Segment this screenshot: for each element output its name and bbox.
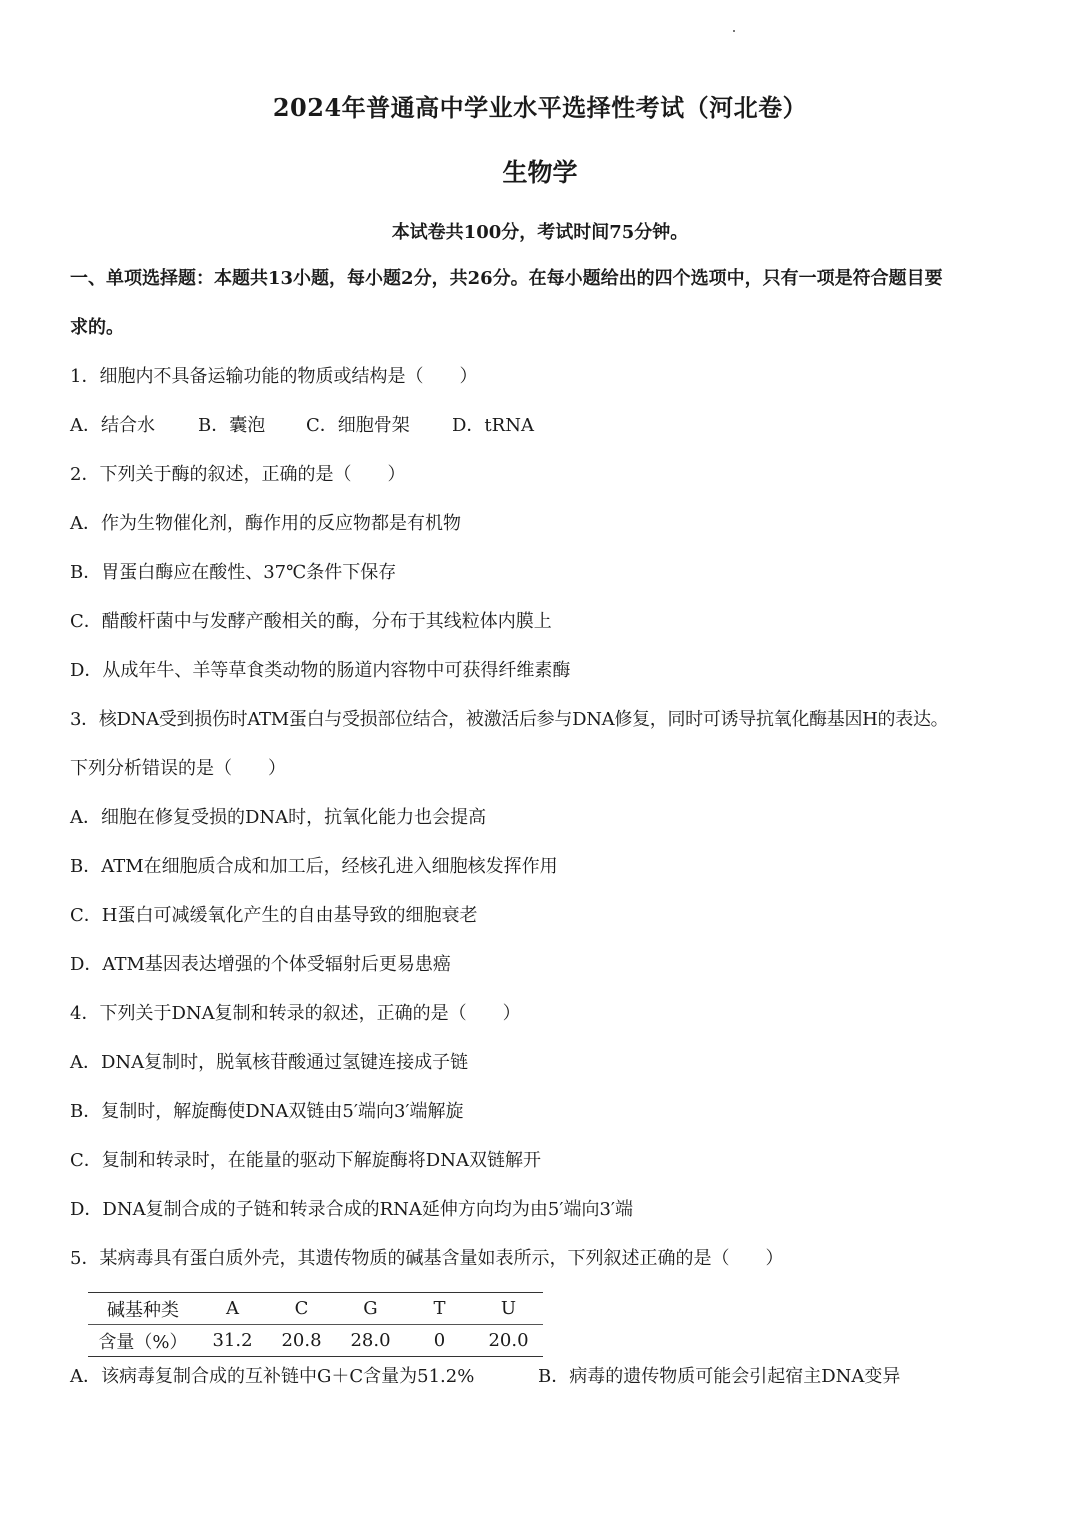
q5-option-b: B．病毒的遗传物质可能会引起宿主DNA变异 xyxy=(538,1366,901,1387)
q3-option-a: A．细胞在修复受损的DNA时，抗氧化能力也会提高 xyxy=(70,807,487,828)
base-content-table xyxy=(88,1292,543,1357)
q5-stem: 5．某病毒具有蛋白质外壳，其遗传物质的碱基含量如表所示，下列叙述正确的是（ ） xyxy=(70,1248,784,1269)
section-heading-line1: 一、单项选择题：本题共13小题，每小题2分，共26分。在每小题给出的四个选项中，只有一项是符合题目要 xyxy=(70,268,943,289)
q5-option-a: A．该病毒复制合成的互补链中G＋C含量为51.2% xyxy=(70,1366,475,1387)
table-cell: 含量（%） xyxy=(88,1325,198,1357)
table-cell: 20.8 xyxy=(267,1325,336,1357)
section-heading-line2: 求的。 xyxy=(70,317,124,338)
table-header-cell: C xyxy=(267,1293,336,1325)
table-cell: 28.0 xyxy=(336,1325,405,1357)
table-cell: 31.2 xyxy=(198,1325,267,1357)
q1-option-b: B．囊泡 xyxy=(198,415,266,436)
q4-option-a: A．DNA复制时，脱氧核苷酸通过氢键连接成子链 xyxy=(70,1052,469,1073)
q4-option-c: C．复制和转录时，在能量的驱动下解旋酶将DNA双链解开 xyxy=(70,1150,541,1171)
q3-stem-line2: 下列分析错误的是（ ） xyxy=(70,758,286,779)
exam-info: 本试卷共100分，考试时间75分钟。 xyxy=(391,222,689,243)
q3-option-d: D．ATM基因表达增强的个体受辐射后更易患癌 xyxy=(70,954,451,975)
table-header-cell: T xyxy=(405,1293,474,1325)
q3-stem-line1: 3．核DNA受到损伤时ATM蛋白与受损部位结合，被激活后参与DNA修复，同时可诱导抗氧化酶基因H的表达。 xyxy=(70,709,949,730)
subject-title: 生物学 xyxy=(502,158,578,187)
q5-options xyxy=(70,1365,900,1389)
table-row xyxy=(88,1325,543,1357)
table-header-row xyxy=(88,1293,543,1325)
q1-option-d: D．tRNA xyxy=(452,415,534,436)
table-header-cell: G xyxy=(336,1293,405,1325)
q4-option-d: D．DNA复制合成的子链和转录合成的RNA延伸方向均为由5′端向3′端 xyxy=(70,1199,633,1220)
table-header-cell: U xyxy=(474,1293,543,1325)
q2-option-c: C．醋酸杆菌中与发酵产酸相关的酶，分布于其线粒体内膜上 xyxy=(70,611,552,632)
q1-stem: 1．细胞内不具备运输功能的物质或结构是（ ） xyxy=(70,366,478,387)
q1-option-a: A．结合水 xyxy=(70,415,155,436)
q2-stem: 2．下列关于酶的叙述，正确的是（ ） xyxy=(70,464,406,485)
q2-option-b: B．胃蛋白酶应在酸性、37℃条件下保存 xyxy=(70,562,397,583)
q3-option-c: C．H蛋白可减缓氧化产生的自由基导致的细胞衰老 xyxy=(70,905,478,926)
q3-option-b: B．ATM在细胞质合成和加工后，经核孔进入细胞核发挥作用 xyxy=(70,856,558,877)
scan-speck xyxy=(733,30,735,32)
table-cell: 20.0 xyxy=(474,1325,543,1357)
q4-stem: 4．下列关于DNA复制和转录的叙述，正确的是（ ） xyxy=(70,1003,521,1024)
exam-title: 2024年普通高中学业水平选择性考试（河北卷） xyxy=(272,93,808,122)
q2-option-d: D．从成年牛、羊等草食类动物的肠道内容物中可获得纤维素酶 xyxy=(70,660,571,681)
q2-option-a: A．作为生物催化剂，酶作用的反应物都是有机物 xyxy=(70,513,461,534)
table-header-cell: A xyxy=(198,1293,267,1325)
q1-options xyxy=(70,414,534,438)
table-cell: 0 xyxy=(405,1325,474,1357)
q1-option-c: C．细胞骨架 xyxy=(306,415,410,436)
table-header-cell: 碱基种类 xyxy=(88,1293,198,1325)
q4-option-b: B．复制时，解旋酶使DNA双链由5′端向3′端解旋 xyxy=(70,1101,464,1122)
